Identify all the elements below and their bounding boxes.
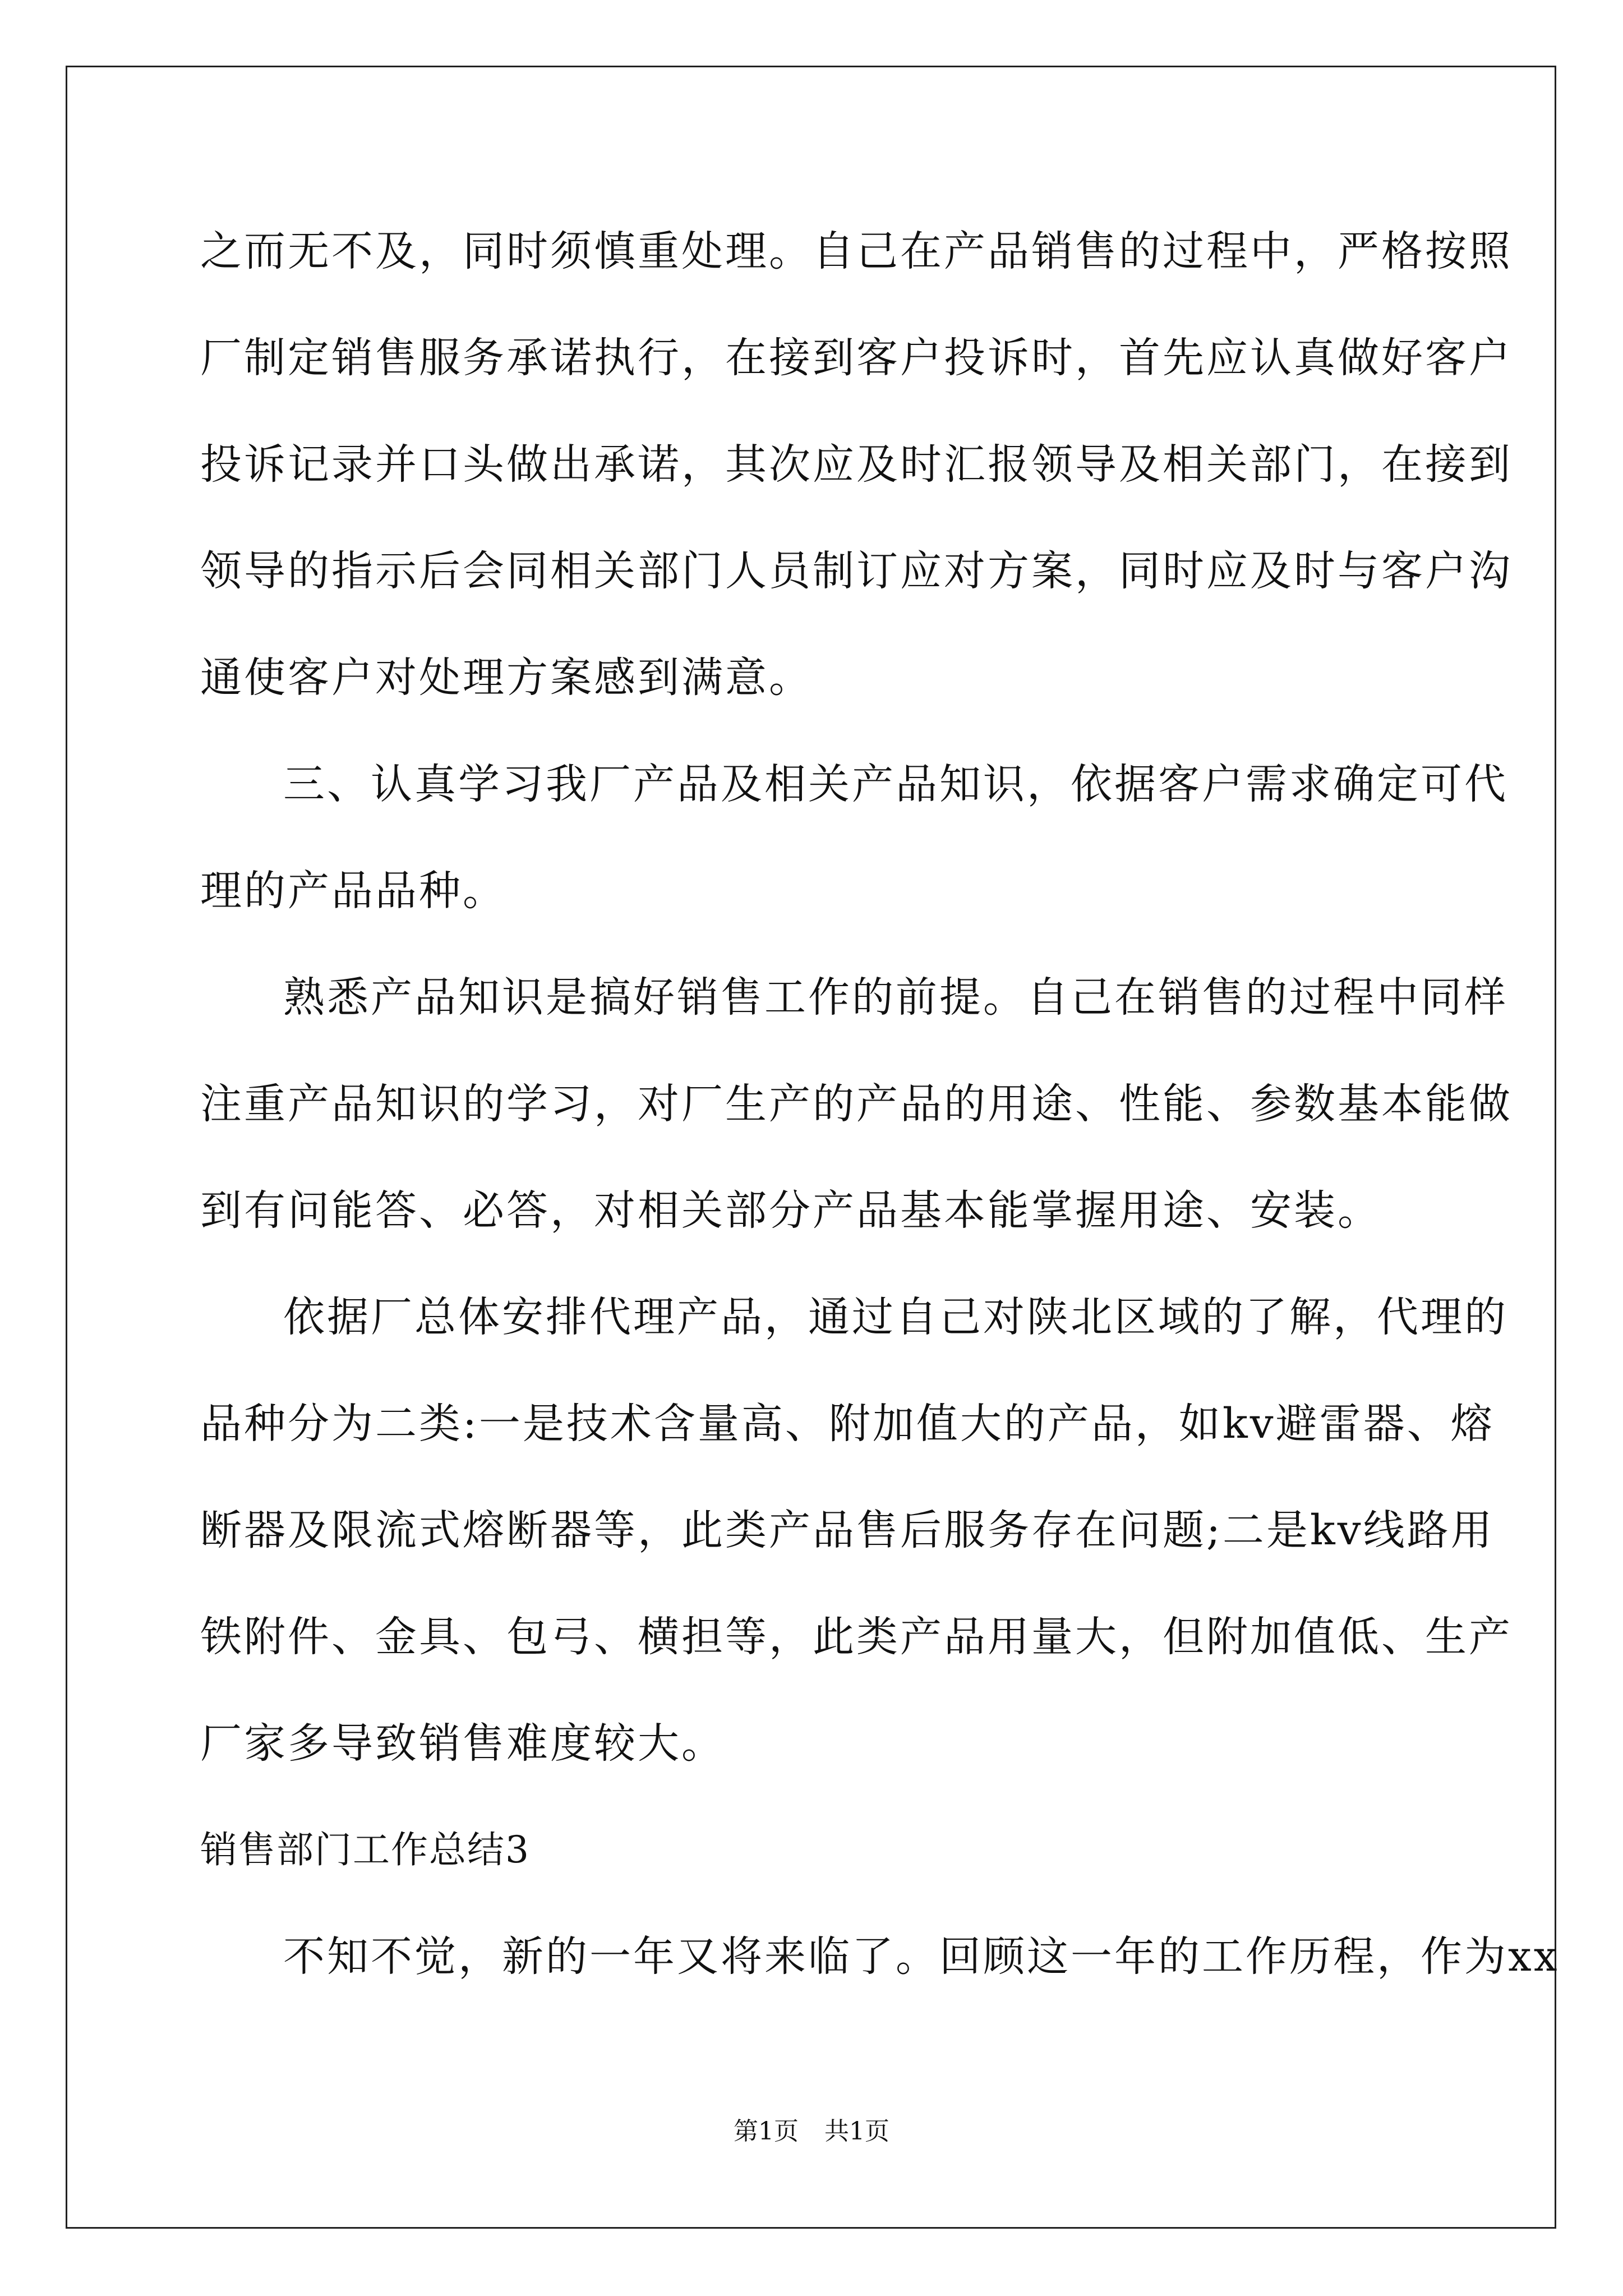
text-line: 断器及限流式熔断器等，此类产品售后服务存在问题;二是kv线路用 <box>200 1506 1495 1554</box>
text-line: 领导的指示后会同相关部门人员制订应对方案，同时应及时与客户沟 <box>200 547 1513 595</box>
text-line: 到有问能答、必答，对相关部分产品基本能掌握用途、安装。 <box>200 1186 1381 1235</box>
text-line: 注重产品知识的学习，对厂生产的产品的用途、性能、参数基本能做 <box>200 1080 1513 1128</box>
page-number: 第1页 <box>734 2117 799 2146</box>
section-heading: 销售部门工作总结3 <box>200 1828 530 1871</box>
text-line: 不知不觉，新的一年又将来临了。回顾这一年的工作历程，作为xx <box>283 1932 1560 1981</box>
text-line: 依据厂总体安排代理产品，通过自己对陕北区域的了解，代理的 <box>283 1293 1508 1341</box>
text-line: 熟悉产品知识是搞好销售工作的前提。自己在销售的过程中同样 <box>283 973 1508 1022</box>
page-footer <box>0 2115 1623 2148</box>
text-line: 投诉记录并口头做出承诺，其次应及时汇报领导及相关部门，在接到 <box>200 440 1513 489</box>
text-line: 品种分为二类:一是技术含量高、附加值大的产品，如kv避雷器、熔 <box>200 1400 1495 1448</box>
text-line: 三、认真学习我厂产品及相关产品知识，依据客户需求确定可代 <box>283 760 1508 808</box>
text-line: 厂制定销售服务承诺执行，在接到客户投诉时，首先应认真做好客户 <box>200 334 1513 382</box>
page-total: 共1页 <box>824 2117 889 2146</box>
text-line: 厂家多导致销售难度较大。 <box>200 1719 725 1768</box>
text-line: 之而无不及，同时须慎重处理。自己在产品销售的过程中，严格按照 <box>200 227 1513 275</box>
text-line: 铁附件、金具、包弓、横担等，此类产品用量大，但附加值低、生产 <box>200 1613 1513 1661</box>
page-border <box>66 66 1556 2229</box>
text-line: 理的产品品种。 <box>200 867 506 915</box>
text-line: 通使客户对处理方案感到满意。 <box>200 654 813 702</box>
